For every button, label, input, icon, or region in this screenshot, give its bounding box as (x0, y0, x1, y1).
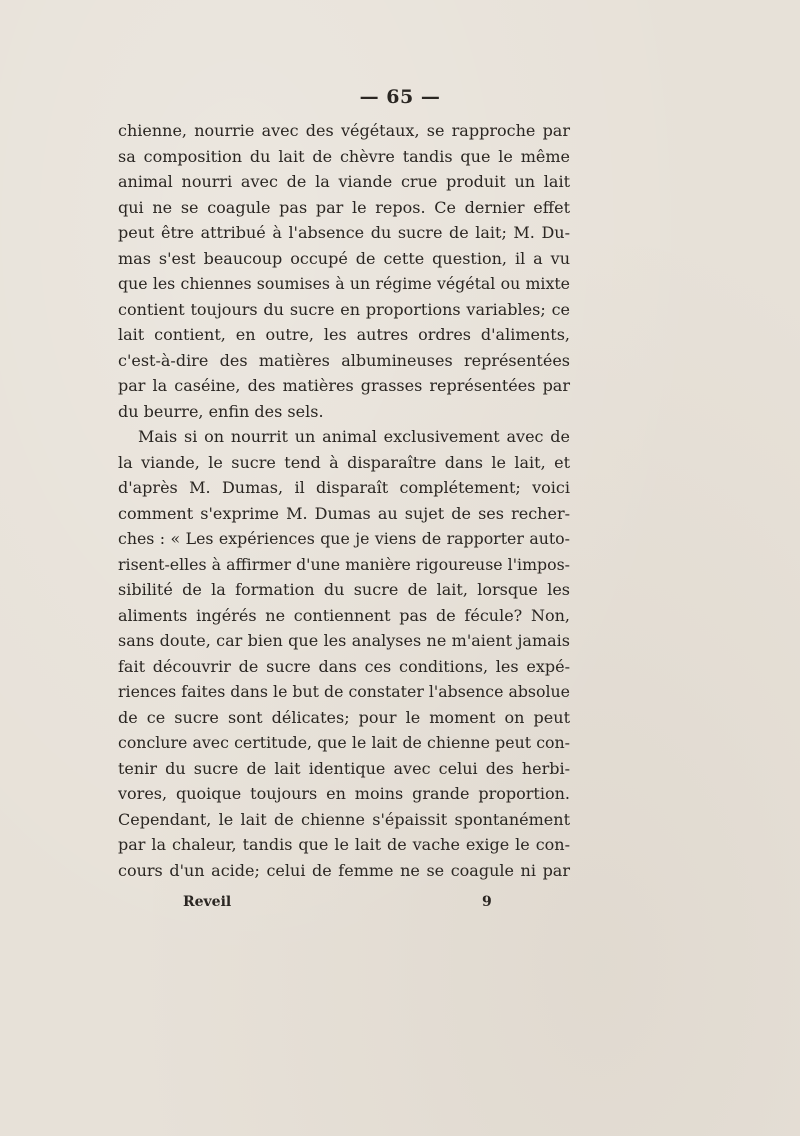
text-line: cours d'un acide; celui de femme ne se coagule ni par (118, 860, 570, 880)
text-line: Mais si on nourrit un animal exclusivement avec de (138, 427, 570, 446)
text-line: comment s'exprime M. Dumas au sujet de ses recher- (118, 503, 570, 523)
text-line: sibilité de la formation du sucre de lait, lorsque les (118, 580, 570, 599)
text-line: que les chiennes soumises à un régime végétal ou mixte (118, 274, 570, 293)
footer-signature: Reveil (183, 894, 232, 910)
text-line: Cependant, le lait de chienne s'épaissit spontanément (118, 809, 570, 829)
text-line: ches : « Les expériences que je viens de rapporter auto- (118, 529, 570, 548)
text-line: du beurre, enfin des sels. (118, 401, 324, 421)
text-line: animal nourri avec de la viande crue produit un lait (118, 172, 570, 191)
text-line: mas s'est beaucoup occupé de cette question, il a vu (118, 248, 570, 268)
body-text (118, 118, 570, 883)
text-line: la viande, le sucre tend à disparaître dans le lait, et (118, 452, 570, 472)
text-line: qui ne se coagule pas par le repos. Ce dernier effet (118, 197, 570, 217)
text-line: vores, quoique toujours en moins grande proportion. (118, 784, 570, 803)
text-line: chienne, nourrie avec des végétaux, se rapproche par (118, 121, 570, 140)
text-line: risent-elles à affirmer d'une manière rigoureuse l'impos- (118, 554, 570, 574)
text-line: c'est-à-dire des matières albumineuses représentées (118, 350, 570, 370)
text-line: sans doute, car bien que les analyses ne m'aient jamais (118, 631, 570, 650)
text-line: de ce sucre sont délicates; pour le moment on peut (118, 707, 570, 727)
footer-sheet-number: 9 (482, 894, 492, 910)
text-line: par la caséine, des matières grasses représentées par (118, 376, 570, 395)
text-line: tenir du sucre de lait identique avec celui des herbi- (118, 758, 570, 778)
text-line: contient toujours du sucre en proportions variables; ce (118, 299, 570, 319)
text-line: conclure avec certitude, que le lait de chienne peut con- (118, 733, 570, 752)
page-number: — 65 — (359, 86, 441, 108)
text-line: d'après M. Dumas, il disparaît complétement; voici (118, 478, 570, 497)
text-line: sa composition du lait de chèvre tandis que le même (118, 146, 570, 166)
text-line: aliments ingérés ne contiennent pas de fécule? Non, (118, 605, 570, 625)
text-line: par la chaleur, tandis que le lait de vache exige le con- (118, 835, 570, 854)
text-line: fait découvrir de sucre dans ces conditions, les expé- (118, 656, 570, 676)
text-line: lait contient, en outre, les autres ordres d'aliments, (118, 325, 570, 344)
text-line: riences faites dans le but de constater l'absence absolue (118, 682, 570, 701)
text-line: peut être attribué à l'absence du sucre de lait; M. Du- (118, 223, 570, 242)
